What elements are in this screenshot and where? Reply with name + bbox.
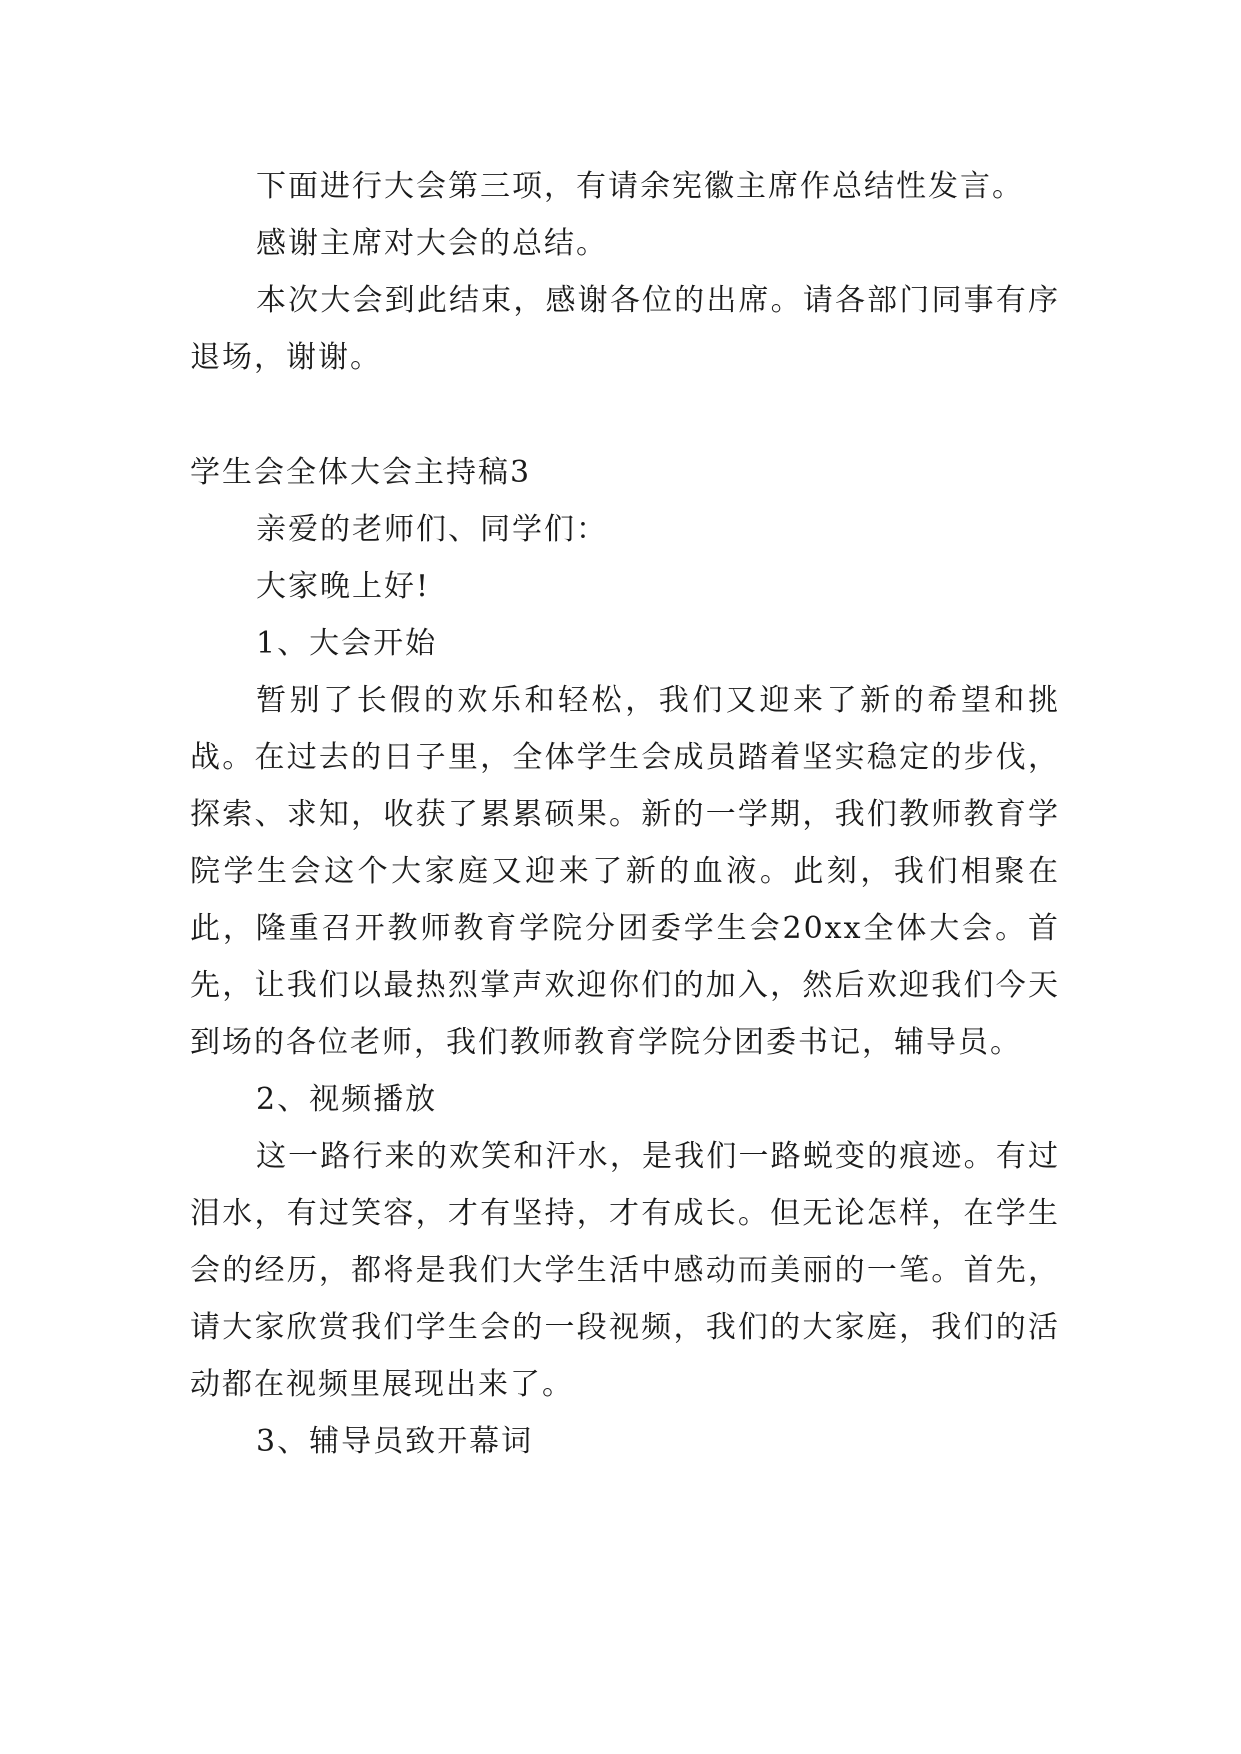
paragraph: 3、辅导员致开幕词	[256, 1424, 534, 1459]
paragraph: 2、视频播放	[256, 1082, 438, 1117]
section-title: 学生会全体大会主持稿3	[190, 455, 532, 490]
paragraph: 感谢主席对大会的总结。	[256, 226, 608, 261]
paragraph: 大家晚上好!	[256, 569, 431, 604]
paragraph: 暂别了长假的欢乐和轻松，我们又迎来了新的希望和挑战。在过去的日子里，全体学生会成员踏着坚实稳定的步伐，探索、求知，收获了累累硕果。新的一学期，我们教师教育学院学生会这个大家庭又迎来了新的血液。此刻，我们相聚在此，隆重召开教师教育学院分团委学生会20xx全体大会。首先，让我们以最热烈掌声欢迎你们的加入，然后欢迎我们今天到场的各位老师，我们教师教育学院分团委书记，辅导员。	[190, 683, 1060, 1060]
paragraph: 这一路行来的欢笑和汗水，是我们一路蜕变的痕迹。有过泪水，有过笑容，才有坚持，才有成长。但无论怎样，在学生会的经历，都将是我们大学生活中感动而美丽的一笔。首先，请大家欣赏我们学生会的一段视频，我们的大家庭，我们的活动都在视频里展现出来了。	[190, 1139, 1060, 1402]
paragraph: 本次大会到此结束，感谢各位的出席。请各部门同事有序退场，谢谢。	[190, 283, 1060, 375]
paragraph: 1、大会开始	[256, 626, 438, 661]
paragraph: 亲爱的老师们、同学们：	[256, 512, 608, 547]
section-spacer	[190, 386, 1060, 444]
paragraph: 下面进行大会第三项，有请余宪徽主席作总结性发言。	[256, 169, 1024, 204]
document-body	[190, 158, 1060, 1470]
